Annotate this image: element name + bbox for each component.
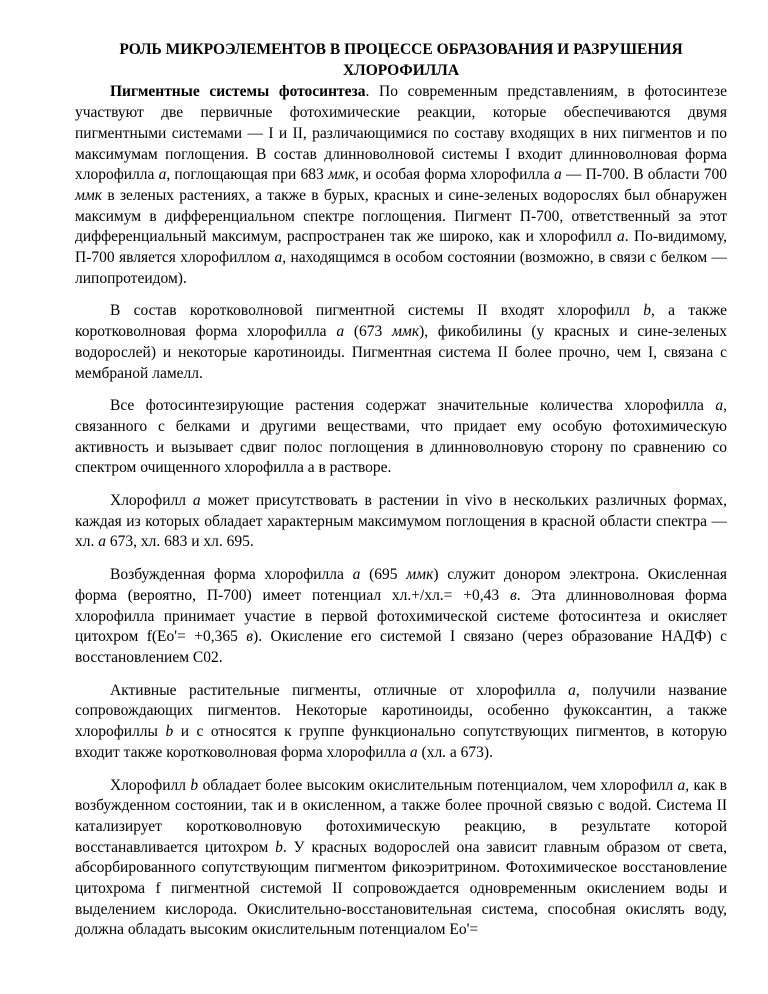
italic-run: ммк: [392, 323, 420, 341]
paragraph-4: [75, 491, 727, 553]
text-run: , поглощающая при 683: [166, 166, 328, 184]
italic-run: b: [190, 776, 199, 794]
italic-run: b: [275, 838, 283, 856]
title-line-1: РОЛЬ МИКРОЭЛЕМЕНТОВ В ПРОЦЕССЕ ОБРАЗОВАНИЯ И РАЗРУШЕНИЯ: [119, 41, 683, 58]
text-run: Активные растительные пигменты, отличные от хлорофилла: [110, 681, 569, 699]
text-run: . У красных водорослей она зависит главным образом от света, абсорбированного сопутствующим пигментом фикоэритрином. Фотохимическое восстановление цитохрома f пигментной системой II сопровождается одновременным окислением воды и выделением кислорода. Окислительно-восстановительная система, способная окислять воду, должна обладать высоким окислительным потенциалом Eo'=: [75, 838, 727, 939]
text-run: ). Окисление его системой I связано (через образование НАДФ) с восстановлением С02.: [75, 628, 727, 666]
text-run: ), фикобилины (у красных и сине-зеленых водорослей) и некоторые каротиноиды. Пигментная система II более прочно, чем I, связана с мембраной ламелл.: [75, 323, 727, 382]
italic-run: а: [409, 743, 418, 761]
italic-run: в: [246, 628, 254, 646]
text-run: , связанного с белками и другими веществами, что придает ему особую фотохимическую активность и вызывает сдвиг полос поглощения в длинноволновую сторону по сравнению со спектром очищенного хлорофилла а в растворе.: [75, 397, 727, 477]
text-run: (695: [360, 566, 407, 584]
italic-run: а: [98, 533, 106, 551]
italic-run: ммк: [406, 566, 434, 584]
italic-run: а: [617, 228, 625, 246]
paragraph-6: [75, 681, 727, 764]
italic-run: b: [643, 302, 652, 320]
text-run: Все фотосинтезирующие растения содержат значительные количества хлорофилла: [110, 397, 716, 415]
section-heading: Пигментные системы фотосинтеза: [110, 83, 366, 101]
text-run: Хлорофилл: [110, 492, 193, 510]
text-run: (хл. а 673).: [417, 743, 493, 761]
italic-run: а: [192, 492, 201, 510]
italic-run: а: [553, 166, 562, 184]
text-run: (673: [344, 323, 393, 341]
text-run: , и особая форма хлорофилла: [354, 166, 554, 184]
text-run: в зеленых растениях, а также в бурых, красных и сине-зеленых водорослях был обнаружен максимум в дифференциальном спектре поглощения. Пигмент П-700, ответственный за этот дифференциальный максимум, распространен так же широко, как и хлорофилл: [75, 186, 727, 246]
text-run: , а также коротковолновая форма хлорофилла: [75, 302, 727, 341]
paragraph-2: [75, 301, 727, 384]
text-run: может присутствовать в растении in vivo в нескольких различных формах, каждая из которых обладает характерным максимумом поглощения в красной области спектра — хл.: [75, 492, 727, 551]
text-run: 673, хл. 683 и хл. 695.: [106, 533, 254, 551]
italic-run: b: [165, 723, 174, 741]
italic-run: а: [715, 397, 724, 415]
text-run: , получили название сопровождающих пигментов. Некоторые каротиноиды, особенно фукоксантин, а также хлорофиллы: [75, 681, 727, 741]
italic-run: а: [677, 776, 686, 794]
title-line-2: ХЛОРОФИЛЛА: [342, 61, 460, 79]
text-run: , как в возбужденном состоянии, так и в окисленном, а также более прочной связью с водой. Система II катализирует коротковолновую фотохимическую реакцию, в результате которой восстанавливается цитохром: [75, 776, 727, 856]
text-run: , находящимся в особом состоянии (возможно, в связи с белком — липопротеидом).: [75, 249, 727, 287]
paragraph-3: [75, 396, 727, 479]
italic-run: в: [509, 586, 517, 604]
text-run: Хлорофилл: [110, 776, 191, 794]
text-run: ) служит донором электрона. Окисленная форма (вероятно, П-700) имеет потенциал хл.+/хл.= +0,43: [75, 566, 727, 604]
text-run: . По-видимому, П-700 является хлорофиллом: [75, 228, 727, 267]
italic-run: а: [352, 566, 361, 584]
document-title: [75, 40, 727, 81]
paragraph-7: [75, 776, 727, 942]
text-run: — П-700. В области 700: [561, 166, 727, 184]
italic-run: ммк: [327, 166, 355, 184]
italic-run: ммк: [75, 186, 103, 204]
text-run: обладает более высоким окислительным потенциалом, чем хлорофилл: [198, 776, 678, 794]
italic-run: а: [336, 323, 345, 341]
italic-run: а: [274, 249, 283, 267]
paragraph-5: [75, 565, 727, 669]
text-run: . Эта длинноволновая форма хлорофилла принимает участие в первой фотохимической системе фотосинтеза и окисляет цитохром f(Eo'= +0,365: [75, 586, 727, 646]
italic-run: а: [568, 681, 576, 699]
text-run: Возбужденная форма хлорофилла: [110, 566, 353, 584]
text-run: . По современным представлениям, в фотосинтезе участвуют две первичные фотохимические реакции, которые обеспечиваются двумя пигментными системами — I и II, различающимися по составу входящих в них пигментов и по максимумам поглощения. В состав длинноволновой системы I входит длинноволновая форма хлорофилла: [75, 83, 727, 184]
text-run: и с относятся к группе функционально сопутствующих пигментов, в которую входит также коротковолновая форма хлорофилла: [75, 723, 727, 761]
text-run: В состав коротковолновой пигментной системы II входят хлорофилл: [110, 302, 644, 320]
paragraph-1: [75, 82, 727, 289]
italic-run: а: [158, 166, 167, 184]
